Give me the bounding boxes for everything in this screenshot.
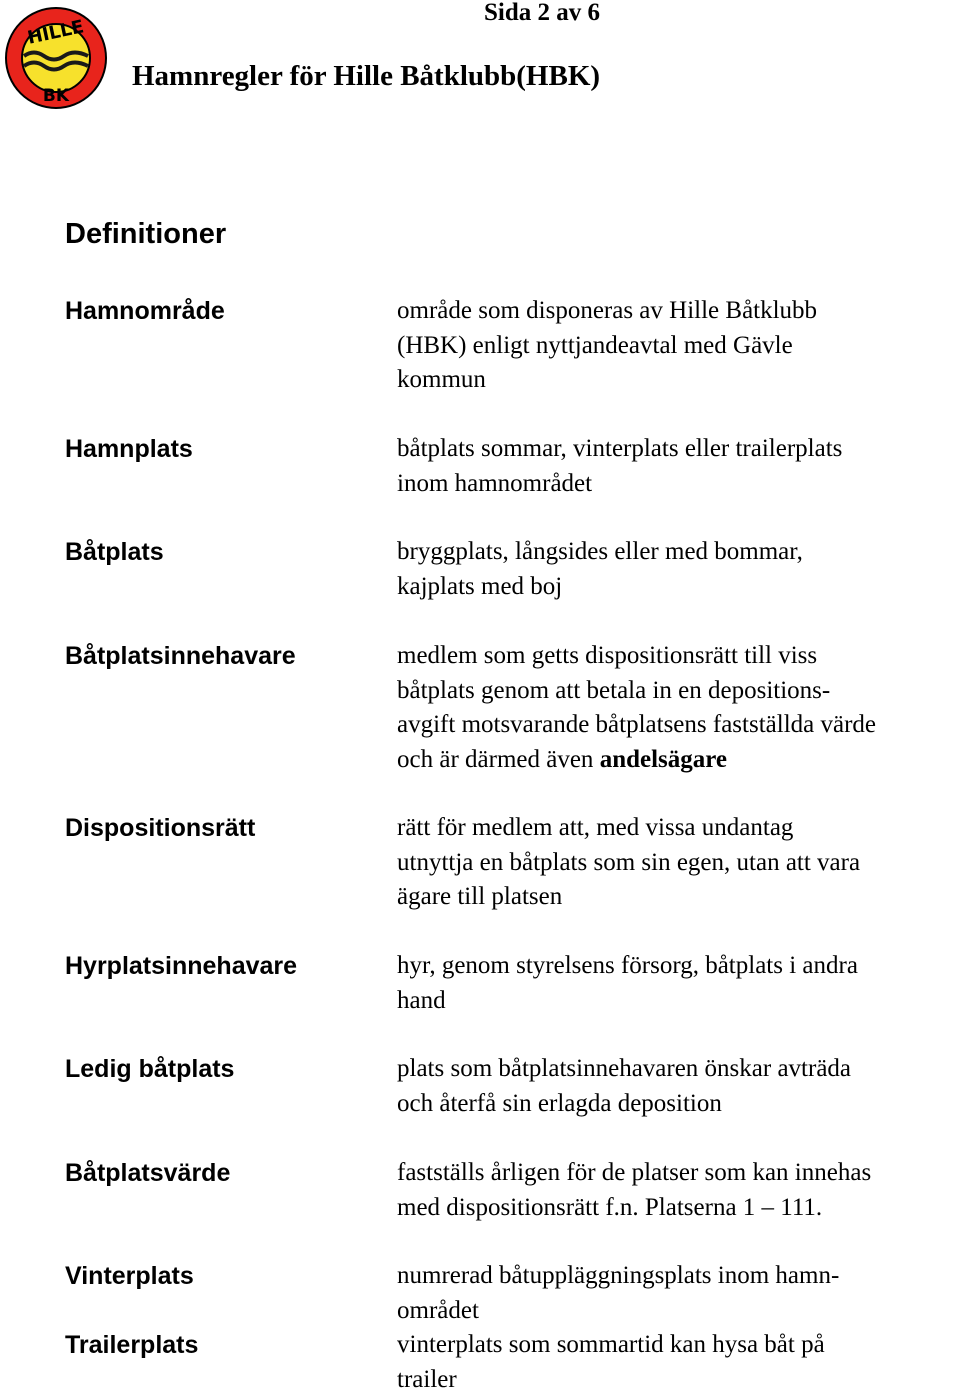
definition-hyrplatsinnehavare — [397, 949, 959, 1018]
definition-line-text: och är därmed även — [397, 746, 600, 773]
definition-line: (HBK) enligt nyttjandeavtal med Gävle — [397, 329, 959, 364]
definition-line: hand — [397, 984, 959, 1019]
definition-hamnplats — [397, 432, 959, 501]
definition-line: ägare till platsen — [397, 880, 959, 915]
definition-batplatsvarde — [397, 1156, 959, 1225]
definition-vinterplats — [397, 1259, 959, 1328]
term-trailerplats: Trailerplats — [65, 1328, 198, 1362]
definition-line: hyr, genom styrelsens försorg, båtplats i andra — [397, 949, 959, 984]
term-dispositionsratt: Dispositionsrätt — [65, 811, 255, 845]
document-title: Hamnregler för Hille Båtklubb(HBK) — [132, 58, 600, 94]
definition-trailerplats — [397, 1328, 959, 1397]
definition-line: båtplats genom att betala in en depositions- — [397, 674, 959, 709]
definition-line: trailer — [397, 1363, 959, 1397]
definition-line: numrerad båtuppläggningsplats inom hamn- — [397, 1259, 959, 1294]
definition-batplats — [397, 535, 959, 604]
definition-line — [397, 743, 959, 778]
definition-line: avgift motsvarande båtplatsens fastställda värde — [397, 708, 959, 743]
definition-line: vinterplats som sommartid kan hysa båt på — [397, 1328, 959, 1363]
term-hyrplatsinnehavare: Hyrplatsinnehavare — [65, 949, 297, 983]
term-batplats: Båtplats — [65, 535, 164, 569]
section-heading: Definitioner — [65, 216, 226, 252]
definition-line: och återfå sin erlagda deposition — [397, 1087, 959, 1122]
definition-line: kajplats med boj — [397, 570, 959, 605]
page-number: Sida 2 av 6 — [484, 0, 600, 30]
logo-text-bottom: BK — [43, 86, 70, 106]
term-hamnplats: Hamnplats — [65, 432, 193, 466]
definition-line: medlem som getts dispositionsrätt till viss — [397, 639, 959, 674]
term-vinterplats: Vinterplats — [65, 1259, 194, 1293]
definition-line: inom hamnområdet — [397, 467, 959, 502]
logo-text-top: HILLE — [26, 16, 86, 48]
definition-line: område som disponeras av Hille Båtklubb — [397, 294, 959, 329]
definition-line: utnyttja en båtplats som sin egen, utan att vara — [397, 846, 959, 881]
definition-dispositionsratt — [397, 811, 959, 915]
term-batplatsinnehavare: Båtplatsinnehavare — [65, 639, 296, 673]
definition-line: rätt för medlem att, med vissa undantag — [397, 811, 959, 846]
term-batplatsvarde: Båtplatsvärde — [65, 1156, 230, 1190]
term-ledig-batplats: Ledig båtplats — [65, 1052, 234, 1086]
definition-line: båtplats sommar, vinterplats eller trailerplats — [397, 432, 959, 467]
definition-batplatsinnehavare — [397, 639, 959, 777]
emphasis-andelsagare: andelsägare — [600, 746, 727, 773]
definition-ledig-batplats — [397, 1052, 959, 1121]
hille-bk-logo — [4, 6, 108, 110]
definition-hamnomrade — [397, 294, 959, 398]
definition-line: plats som båtplatsinnehavaren önskar avträda — [397, 1052, 959, 1087]
definition-line: bryggplats, långsides eller med bommar, — [397, 535, 959, 570]
term-hamnomrade: Hamnområde — [65, 294, 225, 328]
definition-line: kommun — [397, 363, 959, 398]
definition-line: området — [397, 1294, 959, 1329]
definition-line: med dispositionsrätt f.n. Platserna 1 – 111. — [397, 1191, 959, 1226]
definition-line: fastställs årligen för de platser som kan innehas — [397, 1156, 959, 1191]
